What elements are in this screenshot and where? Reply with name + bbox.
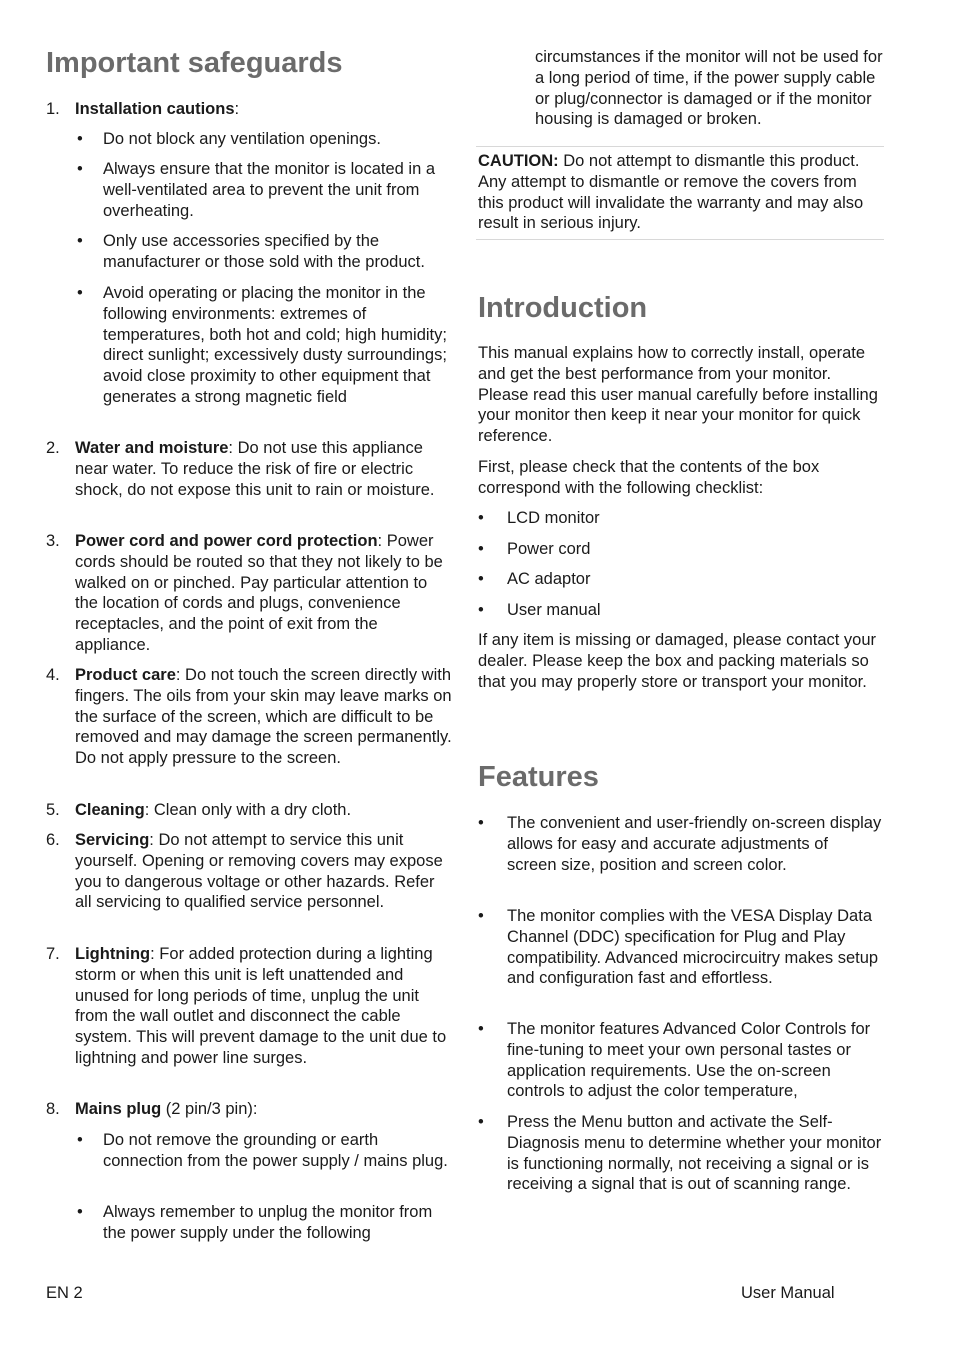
bullet-dot: • (478, 1113, 484, 1131)
feature-text: The monitor features Advanced Color Controls for fine-tuning to meet your own personal tastes or application requirements. Use the on-screen controls to adjust the color temperature, (507, 1020, 871, 1101)
checklist-text: LCD monitor (507, 509, 600, 527)
item-number: 4. (46, 666, 60, 684)
footer-doc-title: User Manual (741, 1284, 835, 1302)
item-number: 2. (46, 439, 60, 457)
feature-text: The monitor complies with the VESA Display Data Channel (DDC) specification for Plug and Play compatibility. Advanced microcircuitry makes setup and configuration fast and effortless. (507, 907, 879, 988)
item-text: : Clean only with a dry cloth. (144, 801, 352, 819)
mains-bullet-1 (77, 1130, 453, 1172)
install-bullet-3 (77, 231, 453, 273)
caution-box (476, 146, 884, 240)
introduction-heading: Introduction (478, 292, 648, 324)
checklist-text: Power cord (507, 540, 591, 558)
intro-paragraph-2: First, please check that the contents of the box correspond with the following checklist: (478, 458, 820, 497)
checklist-item-4 (478, 600, 882, 621)
bullet-dot: • (478, 814, 484, 832)
bullet-dot: • (77, 130, 83, 148)
safeguard-item-6 (46, 830, 452, 913)
bullet-dot: • (478, 509, 484, 527)
item-text: : Do not attempt to service this unit yourself. Opening or removing covers may expose you to dangerous voltage or other hazards. Refer all servicing to qualified service personnel. (75, 831, 443, 912)
item-title: Lightning (75, 945, 151, 963)
bullet-dot: • (478, 540, 484, 558)
feature-text: Press the Menu button and activate the Self-Diagnosis menu to determine whether your monitor is functioning normally, not receiving a signal or is receiving a signal that is out of scanning range. (507, 1113, 882, 1194)
safeguards-heading: Important safeguards (46, 47, 343, 79)
checklist-text: AC adaptor (507, 570, 591, 588)
checklist-item-1 (478, 508, 882, 529)
item-number: 3. (46, 532, 60, 550)
item-number: 5. (46, 801, 60, 819)
item-text: (2 pin/3 pin): (161, 1100, 258, 1118)
bullet-dot: • (77, 232, 83, 250)
intro-paragraph-3: If any item is missing or damaged, please contact your dealer. Please keep the box and packing materials so that you may properly store or transport your monitor. (478, 631, 877, 691)
bullet-dot: • (77, 1203, 83, 1221)
bullet-dot: • (478, 907, 484, 925)
item-number: 8. (46, 1100, 60, 1118)
safeguard-item-3 (46, 531, 452, 656)
mains-bullet-2 (77, 1202, 453, 1244)
bullet-text: Avoid operating or placing the monitor in the following environments: extremes of temperatures, both hot and cold; high humidity; direct sunlight; excessively dusty surroundings; avoid close proximity to other equipment that generates a strong magnetic field (103, 284, 447, 406)
bullet-text: Always remember to unplug the monitor from the power supply under the following (103, 1203, 433, 1242)
item-text: : For added protection during a lighting storm or when this unit is left unattended and unused for long periods of time, unplug the unit from the wall outlet and disconnect the cable system. This will prevent damage to the unit due to lightning and power line surges. (75, 945, 447, 1067)
install-bullet-4 (77, 283, 453, 408)
bullet-dot: • (77, 284, 83, 302)
checklist-item-3 (478, 569, 882, 590)
item-title: Installation cautions (75, 100, 235, 118)
feature-item-2 (478, 906, 882, 989)
bullet-text: Only use accessories specified by the manufacturer or those sold with the product. (103, 232, 425, 271)
caution-label: CAUTION: (478, 152, 559, 170)
item-number: 7. (46, 945, 60, 963)
item-title: Mains plug (75, 1100, 162, 1118)
install-bullet-1 (77, 129, 453, 150)
safeguard-item-8 (46, 1099, 452, 1120)
mains-bullet-continuation: circumstances if the monitor will not be used for a long period of time, if the power supply cable or plug/connector is damaged or if the monitor housing is damaged or broken. (535, 48, 883, 129)
bullet-dot: • (77, 160, 83, 178)
feature-item-4 (478, 1112, 882, 1195)
item-title: Power cord and power cord protection (75, 532, 378, 550)
footer-page-number: EN 2 (46, 1284, 83, 1302)
item-title: Cleaning (75, 801, 145, 819)
checklist-text: User manual (507, 601, 601, 619)
feature-item-3 (478, 1019, 882, 1102)
safeguard-item-5 (46, 800, 452, 821)
item-number: 6. (46, 831, 60, 849)
install-bullet-2 (77, 159, 453, 221)
item-text: : (234, 100, 240, 118)
safeguard-item-2 (46, 438, 452, 500)
caution-text: Do not attempt to dismantle this product. Any attempt to dismantle or remove the covers from this product will invalidate the warranty and may also result in serious injury. (478, 152, 864, 233)
item-text: : Power cords should be routed so that they not likely to be walked on or pinched. Pay particular attention to the location of cords and plugs, convenience receptacles, and the point of exit from the appliance. (75, 532, 443, 654)
bullet-text: Do not remove the grounding or earth connection from the power supply / mains plug. (103, 1131, 448, 1170)
bullet-text: Do not block any ventilation openings. (103, 130, 381, 148)
item-title: Product care (75, 666, 176, 684)
item-title: Water and moisture (75, 439, 229, 457)
intro-paragraph-1: This manual explains how to correctly install, operate and get the best performance from your monitor. Please read this user manual carefully before installing your monitor then keep it near your monitor for quick reference. (478, 344, 878, 446)
bullet-dot: • (478, 601, 484, 619)
safeguard-item-1 (46, 99, 452, 120)
bullet-dot: • (77, 1131, 83, 1149)
item-title: Servicing (75, 831, 150, 849)
safeguard-item-4 (46, 665, 452, 769)
features-heading: Features (478, 761, 599, 793)
bullet-dot: • (478, 570, 484, 588)
bullet-text: Always ensure that the monitor is located in a well-ventilated area to prevent the unit from overheating. (103, 160, 436, 220)
bullet-dot: • (478, 1020, 484, 1038)
safeguard-item-7 (46, 944, 452, 1069)
item-number: 1. (46, 100, 60, 118)
feature-text: The convenient and user-friendly on-screen display allows for easy and accurate adjustments of screen size, position and screen color. (507, 814, 882, 874)
checklist-item-2 (478, 539, 882, 560)
item-text: : Do not touch the screen directly with fingers. The oils from your skin may leave marks on the surface of the screen, which are difficult to be removed and may damage the screen permanently. Do not apply pressure to the screen. (75, 666, 452, 768)
feature-item-1 (478, 813, 882, 875)
item-text: : Do not use this appliance near water. To reduce the risk of fire or electric shock, do not expose this unit to rain or moisture. (75, 439, 435, 499)
